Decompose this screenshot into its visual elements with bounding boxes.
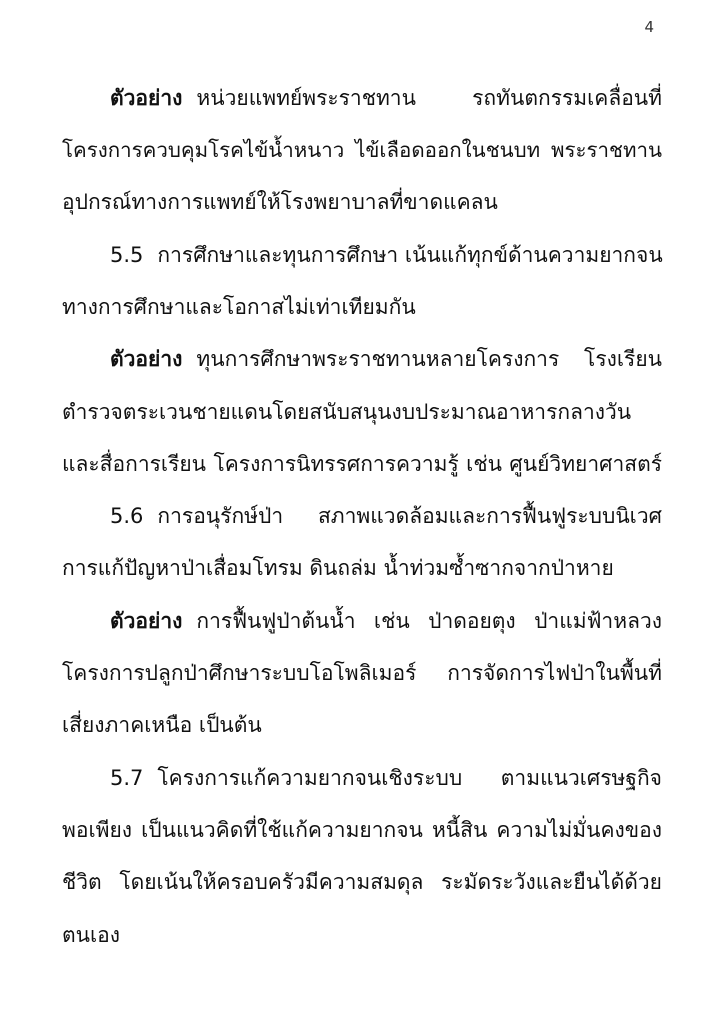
paragraph-text: ทุนการศึกษาพระราชทานหลายโครงการ โรงเรียน — [196, 347, 662, 371]
example-paragraph-line — [110, 601, 662, 641]
paragraph-line: อุปกรณ์ทางการแพทย์ให้โรงพยาบาลที่ขาดแคลน — [62, 190, 498, 214]
section-heading-line — [110, 235, 662, 275]
paragraph-line: เสี่ยงภาคเหนือ เป็นต้น — [62, 713, 262, 737]
paragraph-line: การแก้ปัญหาป่าเสื่อมโทรม ดินถล่ม น้ำท่วมซ้ำซากจากป่าหาย — [62, 556, 614, 580]
example-label: ตัวอย่าง — [110, 347, 183, 371]
example-paragraph-line — [110, 78, 662, 118]
paragraph-text: การฟื้นฟูป่าต้นน้ำ เช่น ป่าดอยตุง ป่าแม่ฟ้าหลวง — [196, 609, 662, 633]
section-number: 5.7 — [110, 766, 144, 790]
paragraph-line: ชีวิต โดยเน้นให้ครอบครัวมีความสมดุล ระมัดระวังและยืนได้ด้วย — [62, 870, 662, 894]
paragraph-text: หน่วยแพทย์พระราชทาน รถทันตกรรมเคลื่อนที่ — [196, 86, 662, 110]
example-label: ตัวอย่าง — [110, 609, 183, 633]
paragraph-line: ทางการศึกษาและโอกาสไม่เท่าเทียมกัน — [62, 295, 416, 319]
paragraph-line: โครงการควบคุมโรคไข้น้ำหนาว ไข้เลือดออกในชนบท พระราชทาน — [62, 138, 662, 162]
section-heading-line — [110, 758, 662, 798]
example-paragraph-line — [110, 339, 662, 379]
paragraph-line: ตำรวจตระเวนชายแดนโดยสนับสนุนงบประมาณอาหารกลางวัน — [62, 400, 632, 424]
paragraph-line: พอเพียง เป็นแนวคิดที่ใช้แก้ความยากจน หนี้สิน ความไม่มั่นคงของ — [62, 818, 662, 842]
paragraph-text: การอนุรักษ์ป่า สภาพแวดล้อมและการฟื้นฟูระบบนิเวศ — [157, 504, 662, 528]
paragraph-line: และสื่อการเรียน โครงการนิทรรศการความรู้ เช่น ศูนย์วิทยาศาสตร์ — [62, 452, 662, 476]
paragraph-text: การศึกษาและทุนการศึกษา เน้นแก้ทุกข์ด้านความยากจน — [157, 243, 663, 267]
section-heading-line — [110, 496, 662, 536]
example-label: ตัวอย่าง — [110, 86, 183, 110]
section-number: 5.5 — [110, 243, 144, 267]
page-number: 4 — [644, 18, 654, 36]
paragraph-line: โครงการปลูกป่าศึกษาระบบโอโพลิเมอร์ การจัดการไฟป่าในพื้นที่ — [62, 661, 662, 685]
section-number: 5.6 — [110, 504, 144, 528]
paragraph-line: ตนเอง — [62, 923, 121, 947]
paragraph-text: โครงการแก้ความยากจนเชิงระบบ ตามแนวเศรษฐกิจ — [157, 766, 662, 790]
